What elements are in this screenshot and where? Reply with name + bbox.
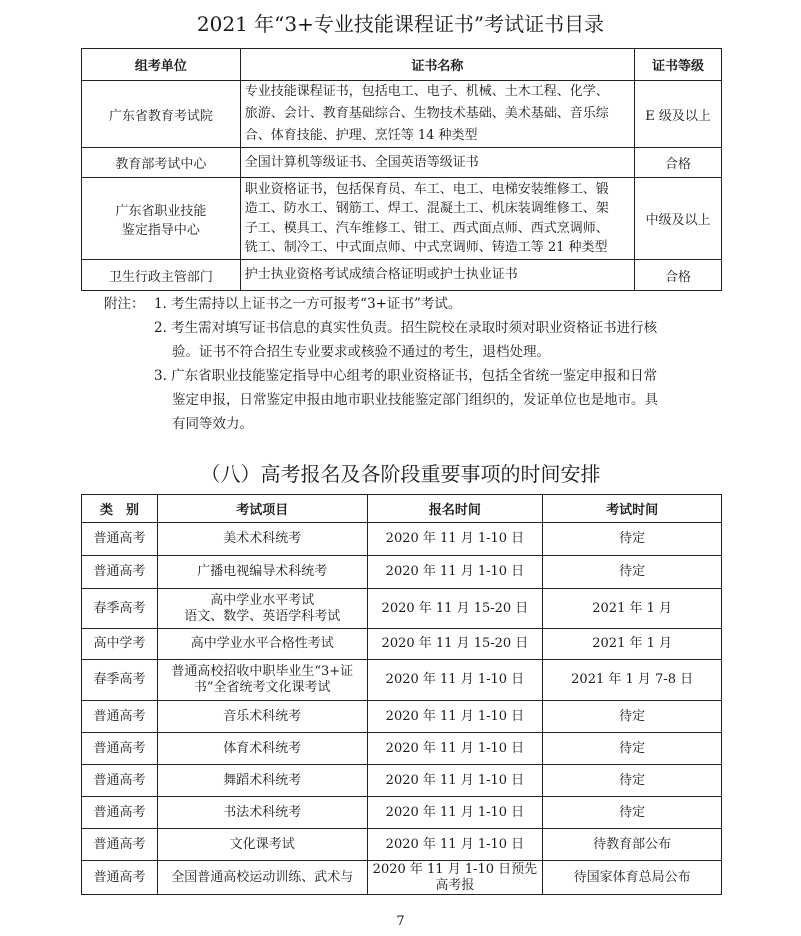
exam-time-cell: 待定	[543, 556, 722, 589]
table-header-row	[82, 49, 722, 81]
item-line: 高中学业水平合格性考试	[190, 636, 334, 651]
item-cell	[157, 556, 367, 589]
table-row	[82, 589, 722, 629]
table-row	[82, 81, 722, 148]
registration-cell: 2020 年 11 月 1-10 日	[367, 733, 543, 765]
category-cell: 春季高考	[82, 660, 158, 701]
note-item	[104, 292, 724, 316]
registration-cell: 2020 年 11 月 1-10 日	[367, 701, 543, 733]
table-row	[82, 701, 722, 733]
item-line: 美术术科统考	[223, 531, 302, 546]
exam-time-cell: 待定	[543, 765, 722, 797]
level-cell: 合格	[635, 148, 722, 178]
section-title: （八）高考报名及各阶段重要事项的时间安排	[200, 462, 601, 486]
note-text: 有同等效力。	[172, 416, 253, 432]
item-line: 全国普通高校运动训练、武术与	[171, 869, 354, 885]
category-cell: 普通高考	[82, 701, 158, 733]
level-cell: 合格	[635, 260, 722, 291]
item-cell	[157, 589, 367, 629]
notes-section	[104, 292, 724, 436]
cert-name-line: 旅游、会计、教育基础综合、生物技术基础、美术基础、音乐综	[244, 106, 609, 121]
table-row	[82, 523, 722, 556]
document-title: 2021 年“3+专业技能课程证书”考试证书目录	[196, 12, 605, 36]
category-cell: 普通高考	[82, 733, 158, 765]
exam-time-cell: 待定	[543, 701, 722, 733]
level-cell: E 级及以上	[635, 81, 722, 148]
table-row	[82, 765, 722, 797]
category-cell: 普通高考	[82, 523, 158, 556]
unit-cell: 教育部考试中心	[82, 148, 241, 178]
table-row	[82, 829, 722, 861]
header-cell: 证书名称	[240, 49, 634, 81]
table-row	[82, 733, 722, 765]
category-cell: 普通高考	[82, 861, 158, 895]
item-line: 文化课考试	[229, 836, 295, 852]
category-cell: 普通高考	[82, 556, 158, 589]
cert-name-line: 铣工、制冷工、中式面点师、中式烹调师、铸造工等 21 种类型	[244, 240, 608, 255]
item-cell	[157, 523, 367, 556]
item-line: 语文、数学、英语学科考试	[184, 608, 341, 624]
item-line: 普通高校招收中职毕业生“3+证	[171, 664, 354, 679]
cert-name-line: 专业技能课程证书，包括电工、电子、机械、土木工程、化学、	[244, 84, 609, 99]
cert-name-line: 子工、模具工、汽车维修工、钳工、西式面点师、西式烹调师、	[244, 220, 609, 236]
table-row	[82, 260, 722, 291]
item-line: 广播电视编导术科统考	[197, 564, 328, 579]
category-cell: 普通高考	[82, 765, 158, 797]
item-cell	[157, 861, 367, 895]
cert-name-cell	[240, 260, 634, 291]
exam-time-cell: 待国家体育总局公布	[543, 861, 722, 895]
unit-cell: 卫生行政主管部门	[82, 260, 241, 291]
unit-line: 鉴定指导中心	[121, 222, 200, 238]
table-row	[82, 861, 722, 895]
unit-line: 广东省职业技能	[115, 203, 207, 219]
header-cell: 组考单位	[82, 49, 241, 81]
certificate-table	[81, 48, 722, 291]
category-cell: 普通高考	[82, 797, 158, 829]
level-cell: 中级及以上	[635, 178, 722, 260]
cert-name-cell	[240, 178, 634, 260]
registration-cell: 2020 年 11 月 1-10 日	[367, 765, 543, 797]
item-line: 体育术科统考	[223, 740, 302, 756]
category-cell: 普通高考	[82, 829, 158, 861]
item-cell	[157, 629, 367, 660]
item-cell	[157, 829, 367, 861]
table-row	[82, 556, 722, 589]
header-cell: 报名时间	[367, 495, 543, 523]
exam-time-cell: 待定	[543, 733, 722, 765]
item-cell	[157, 765, 367, 797]
exam-time-cell: 待定	[543, 797, 722, 829]
category-cell: 春季高考	[82, 589, 158, 629]
exam-time-cell: 待教育部公布	[543, 829, 722, 861]
table-row	[82, 660, 722, 701]
notes-label: 附注：	[104, 296, 145, 312]
exam-time-cell: 待定	[543, 523, 722, 556]
exam-time-cell: 2021 年 1 月 7-8 日	[543, 660, 722, 701]
registration-cell: 2020 年 11 月 1-10 日	[367, 660, 543, 701]
header-cell: 考试项目	[157, 495, 367, 523]
schedule-table	[81, 494, 722, 895]
registration-cell: 2020 年 11 月 15-20 日	[367, 629, 543, 660]
item-line: 高中学业水平考试	[210, 592, 315, 608]
item-line: 音乐术科统考	[223, 708, 302, 724]
cert-name-line: 全国计算机等级证书、全国英语等级证书	[244, 154, 479, 170]
category-cell: 高中学考	[82, 629, 158, 660]
table-row	[82, 629, 722, 660]
note-text: 鉴定申报，日常鉴定申报由地市职业技能鉴定部门组织的，发证单位也是地市。具	[172, 392, 658, 408]
header-cell: 类 别	[82, 495, 158, 523]
item-cell	[157, 733, 367, 765]
exam-time-cell: 2021 年 1 月	[543, 629, 722, 660]
item-cell	[157, 660, 367, 701]
note-text: 1. 考生需持以上证书之一方可报考“3+证书”考试。	[154, 296, 462, 312]
registration-cell: 2020 年 11 月 1-10 日预先高考报	[367, 861, 543, 895]
cert-name-cell	[240, 148, 634, 178]
cert-name-line: 护士执业资格考试成绩合格证明或护士执业证书	[244, 267, 518, 282]
item-cell	[157, 701, 367, 733]
cert-name-line: 职业资格证书，包括保育员、车工、电工、电梯安装维修工、锻	[244, 181, 609, 197]
registration-cell: 2020 年 11 月 1-10 日	[367, 797, 543, 829]
registration-cell: 2020 年 11 月 15-20 日	[367, 589, 543, 629]
page-number: 7	[396, 914, 405, 929]
unit-cell	[82, 178, 241, 260]
note-text: 2. 考生需对填写证书信息的真实性负责。招生院校在录取时须对职业资格证书进行核	[154, 320, 658, 336]
table-header-row	[82, 495, 722, 523]
note-text: 验。证书不符合招生专业要求或核验不通过的考生，退档处理。	[172, 344, 550, 360]
table-row	[82, 178, 722, 260]
cert-name-line: 造工、防水工、钢筋工、焊工、混凝土工、机床装调维修工、架	[244, 201, 609, 216]
item-cell	[157, 797, 367, 829]
header-cell: 考试时间	[543, 495, 722, 523]
registration-cell: 2020 年 11 月 1-10 日	[367, 829, 543, 861]
table-row	[82, 148, 722, 178]
note-text: 3. 广东省职业技能鉴定指导中心组考的职业资格证书，包括全省统一鉴定申报和日常	[154, 368, 658, 384]
item-line: 书”全省统考文化课考试	[193, 680, 331, 695]
exam-time-cell: 2021 年 1 月	[543, 589, 722, 629]
unit-cell: 广东省教育考试院	[82, 81, 241, 148]
item-line: 书法术科统考	[223, 804, 302, 820]
table-row	[82, 797, 722, 829]
cert-name-cell	[240, 81, 634, 148]
registration-cell: 2020 年 11 月 1-10 日	[367, 523, 543, 556]
registration-cell: 2020 年 11 月 1-10 日	[367, 556, 543, 589]
cert-name-line: 合、体育技能、护理、烹饪等 14 种类型	[244, 128, 478, 143]
item-line: 舞蹈术科统考	[223, 772, 302, 788]
header-cell: 证书等级	[635, 49, 722, 81]
